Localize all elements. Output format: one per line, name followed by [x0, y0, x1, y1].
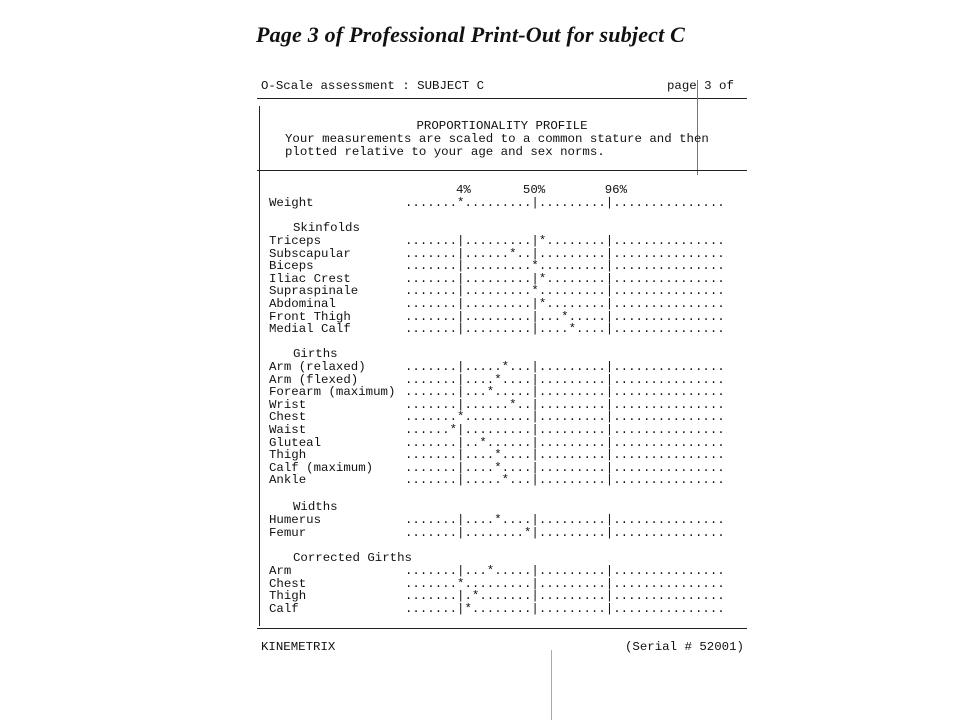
row-plot: .......|....*....|.........|............... [405, 448, 725, 463]
profile-description-line-2: plotted relative to your age and sex norms. [285, 145, 605, 159]
percentile-scale: 4% 50% 96% [456, 183, 628, 197]
bottom-rule [257, 628, 747, 629]
row-label: Chest [269, 576, 307, 591]
row-plot: .......|...*.....|.........|............... [405, 385, 725, 400]
row-plot: .......*.........|.........|............... [405, 196, 725, 210]
row-plot: .......|.........*.........|............... [405, 259, 725, 274]
row-plot: .......|.........|...*.....|............... [405, 309, 725, 324]
section-title-girths: Girths [293, 347, 338, 361]
row-label: Femur [269, 525, 307, 540]
row-plot: .......|.........|*........|............... [405, 271, 725, 286]
row-label: Wrist [269, 397, 307, 412]
row-plot: .......*.........|.........|............... [405, 576, 725, 591]
row-label: Gluteal [269, 435, 322, 450]
row-label: Weight [269, 196, 314, 210]
page-heading: Page 3 of Professional Print-Out for subject C [256, 22, 686, 47]
row-label: Arm (relaxed) [269, 360, 366, 374]
page-indicator: page 3 of [667, 79, 734, 93]
row-plot: .......|..*......|.........|............... [405, 435, 725, 450]
row-plot: ......*|.........|.........|............... [405, 423, 725, 437]
row-label: Humerus [269, 513, 322, 527]
row-plot: .......|*........|.........|............... [405, 601, 725, 616]
footer-brand: KINEMETRIX [261, 640, 336, 654]
row-label: Front Thigh [269, 309, 351, 324]
row-plot: .......|.....*...|.........|............... [405, 360, 725, 374]
row-plot: .......|.........*.........|............... [405, 284, 725, 299]
row-label: Biceps [269, 259, 314, 274]
row-label: Arm [269, 564, 292, 578]
section-title-skinfolds: Skinfolds [293, 221, 360, 235]
assessment-header: O-Scale assessment : SUBJECT C [261, 79, 485, 93]
printout-sheet [257, 80, 752, 660]
scan-artifact-line [551, 650, 552, 720]
row-label: Thigh [269, 589, 307, 604]
row-plot: .......|........*|.........|............... [405, 525, 725, 540]
row-plot: .......|....*....|.........|............... [405, 513, 725, 527]
row-label: Calf (maximum) [269, 460, 374, 475]
top-rule [257, 98, 747, 99]
section-title-corrected-girths: Corrected Girths [293, 551, 412, 565]
row-plot: .......|.........|*........|............... [405, 234, 725, 248]
row-label: Subscapular [269, 246, 351, 261]
profile-title: PROPORTIONALITY PROFILE [416, 119, 588, 133]
row-plot: .......|...*.....|.........|............... [405, 564, 725, 578]
profile-description-line-1: Your measurements are scaled to a common stature and then [285, 132, 709, 146]
left-border [259, 106, 260, 626]
row-plot: .......|.*.......|.........|............... [405, 589, 725, 604]
row-label: Chest [269, 410, 307, 425]
footer-serial: (Serial # 52001) [625, 640, 744, 654]
row-label: Thigh [269, 448, 307, 463]
weight-row [257, 196, 725, 210]
row-label: Triceps [269, 234, 322, 248]
row-label: Iliac Crest [269, 271, 351, 286]
row-label: Medial Calf [269, 322, 351, 337]
mid-rule [257, 170, 747, 171]
row-label: Calf [269, 601, 299, 616]
row-label: Forearm (maximum) [269, 385, 396, 400]
row-label: Ankle [269, 473, 307, 488]
row-label: Supraspinale [269, 284, 359, 299]
row-plot: .......|......*..|.........|............... [405, 246, 725, 261]
section-title-widths: Widths [293, 500, 338, 514]
row-label: Waist [269, 423, 307, 437]
row-plot: .......|.....*...|.........|............... [405, 473, 725, 488]
row-label: Arm (flexed) [269, 372, 359, 387]
row-plot: .......|.........|*........|............... [405, 297, 725, 311]
row-plot: .......|....*....|.........|............... [405, 372, 725, 387]
row-plot: .......|......*..|.........|............... [405, 397, 725, 412]
row-plot: .......|.........|....*....|............... [405, 322, 725, 337]
row-label: Abdominal [269, 297, 336, 311]
row-plot: .......|....*....|.........|............... [405, 460, 725, 475]
row-plot: .......*.........|.........|............... [405, 410, 725, 425]
